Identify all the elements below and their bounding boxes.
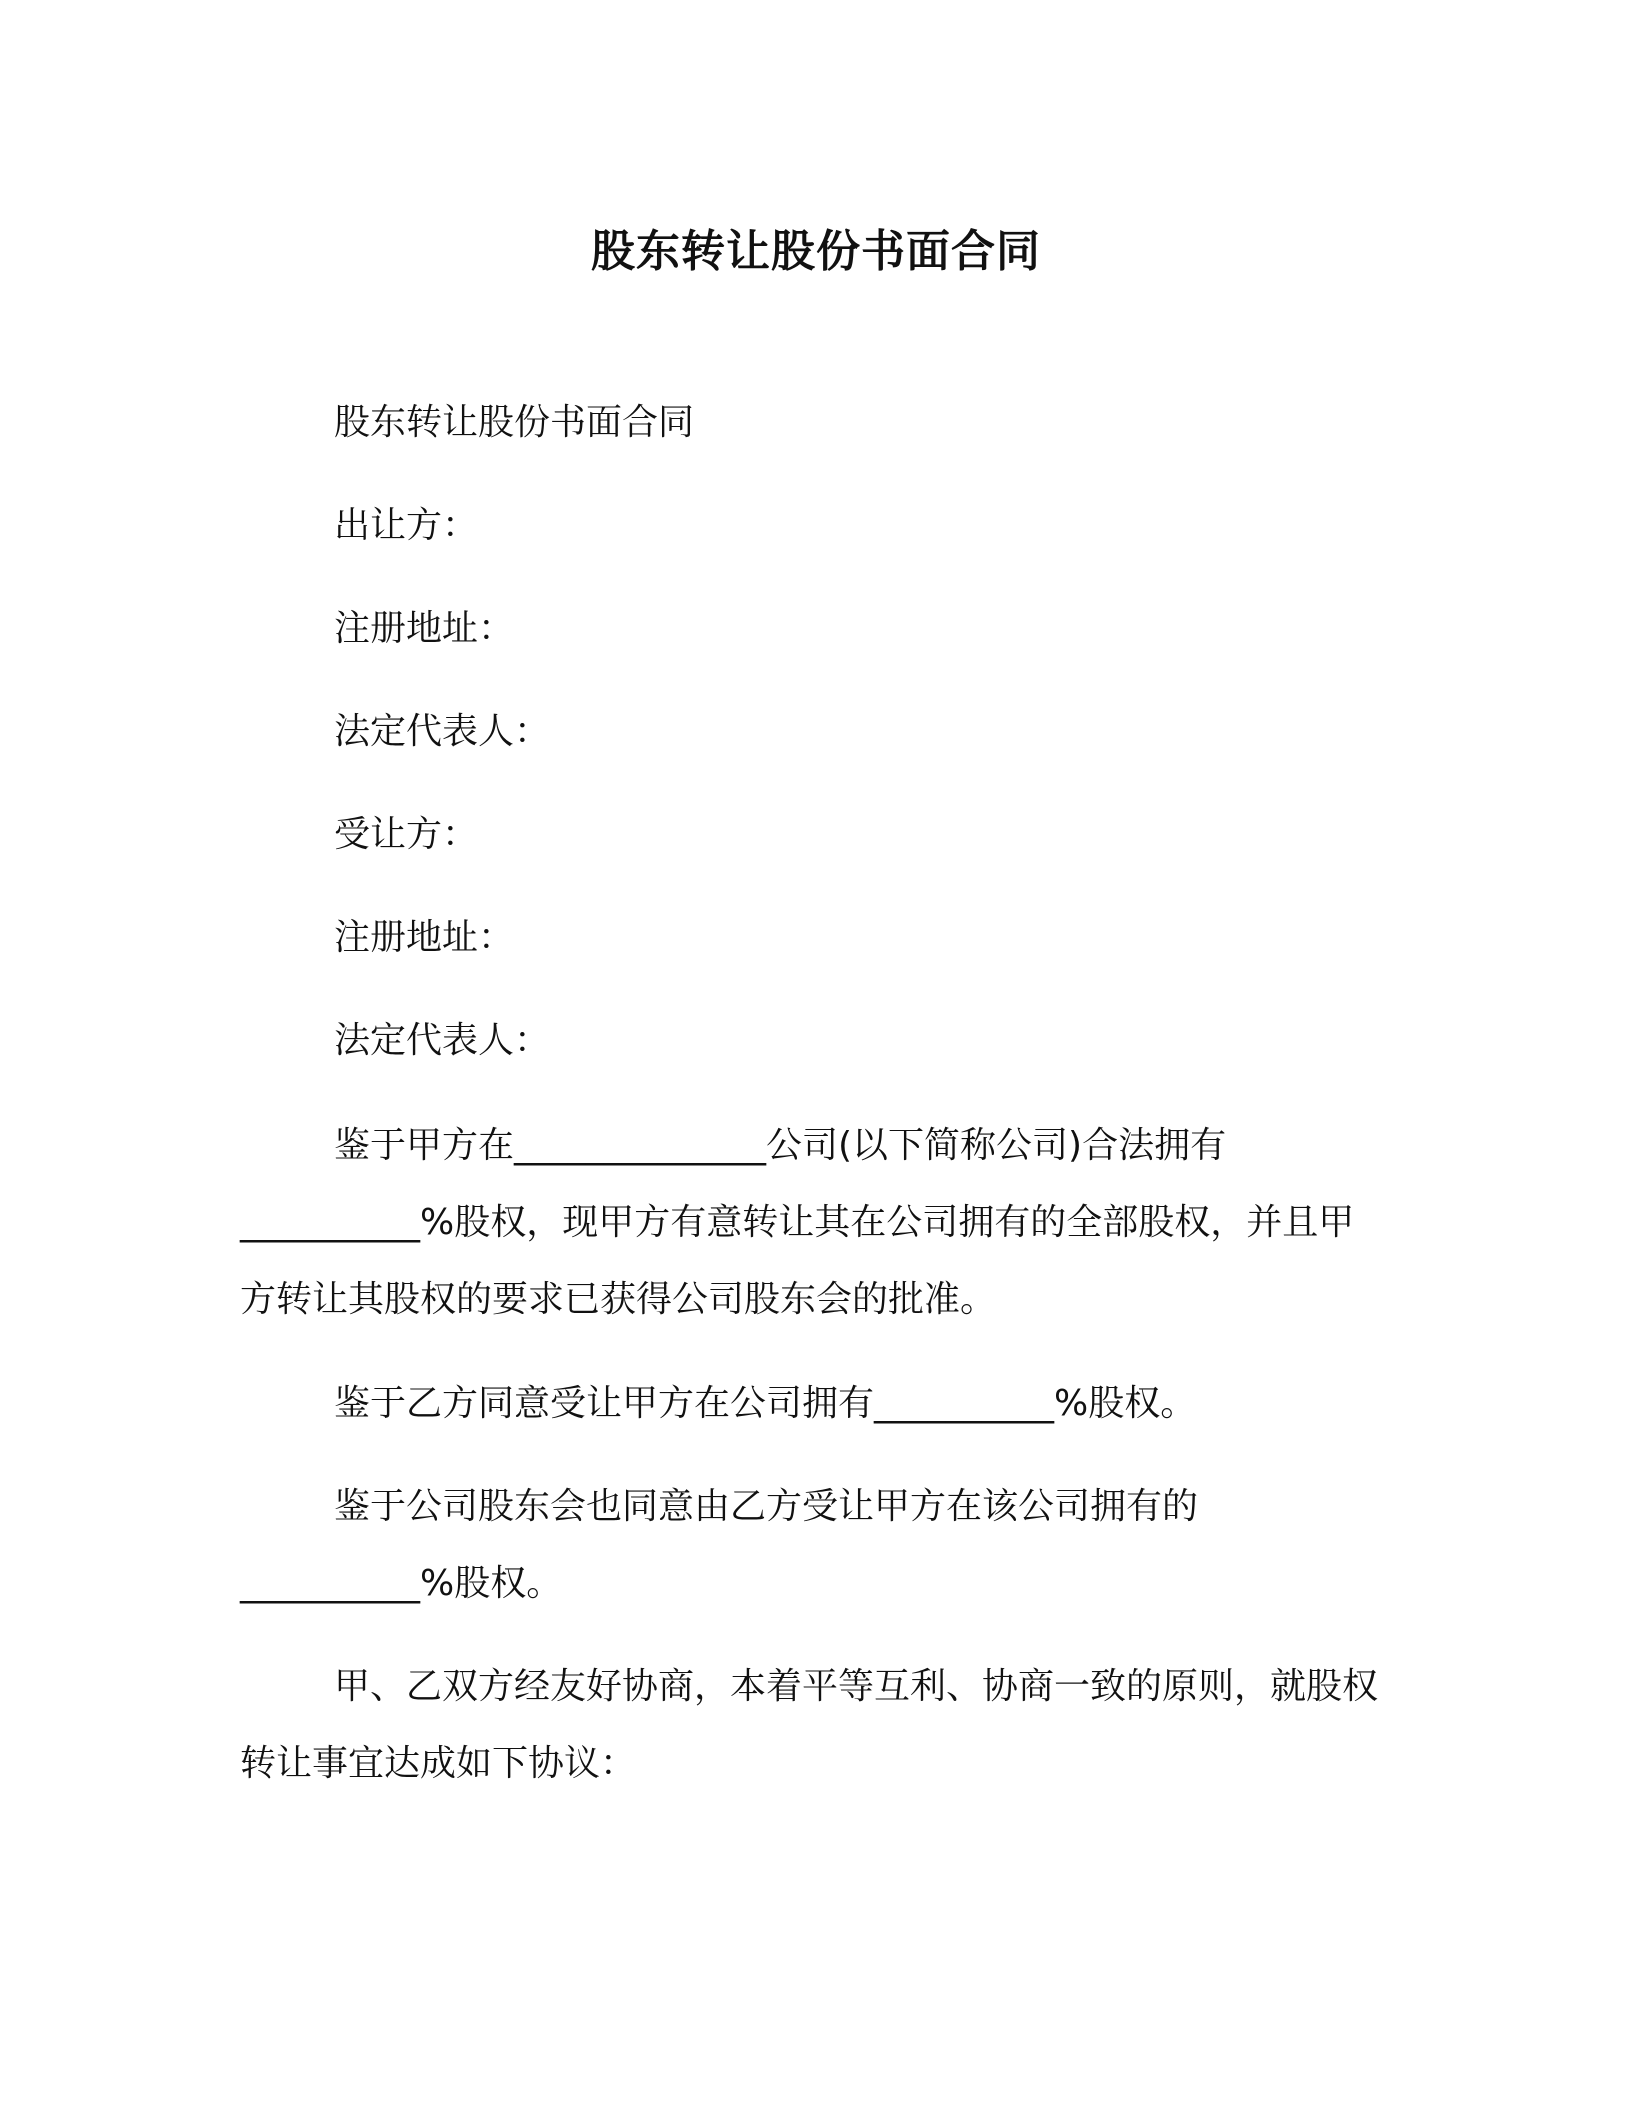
transferor-address-field: 注册地址： xyxy=(334,608,515,649)
recital-paragraph-2: 鉴于乙方同意受让甲方在公司拥有__________%股权。 xyxy=(334,1383,1197,1424)
agreement-intro-paragraph: 甲、乙双方经友好协商，本着平等互利、协商一致的原则，就股权转让事宜达成如下协议： xyxy=(240,1666,1379,1784)
recital-paragraph-3: 鉴于公司股东会也同意由乙方受让甲方在该公司拥有的__________%股权。 xyxy=(240,1486,1199,1604)
transferee-legal-rep-field: 法定代表人： xyxy=(334,1020,551,1061)
transferee-field: 受让方： xyxy=(334,814,479,855)
transferor-field: 出让方： xyxy=(334,505,479,546)
transferee-address-field: 注册地址： xyxy=(334,917,515,958)
document-title: 股东转让股份书面合同 xyxy=(591,226,1041,277)
transferor-legal-rep-field: 法定代表人： xyxy=(334,711,551,752)
contract-name-line: 股东转让股份书面合同 xyxy=(334,402,695,443)
recital-paragraph-1: 鉴于甲方在______________公司(以下简称公司)合法拥有__________%股权，现甲方有意转让其在公司拥有的全部股权，并且甲方转让其股权的要求已获得公司股东会的批准。 xyxy=(240,1125,1355,1320)
